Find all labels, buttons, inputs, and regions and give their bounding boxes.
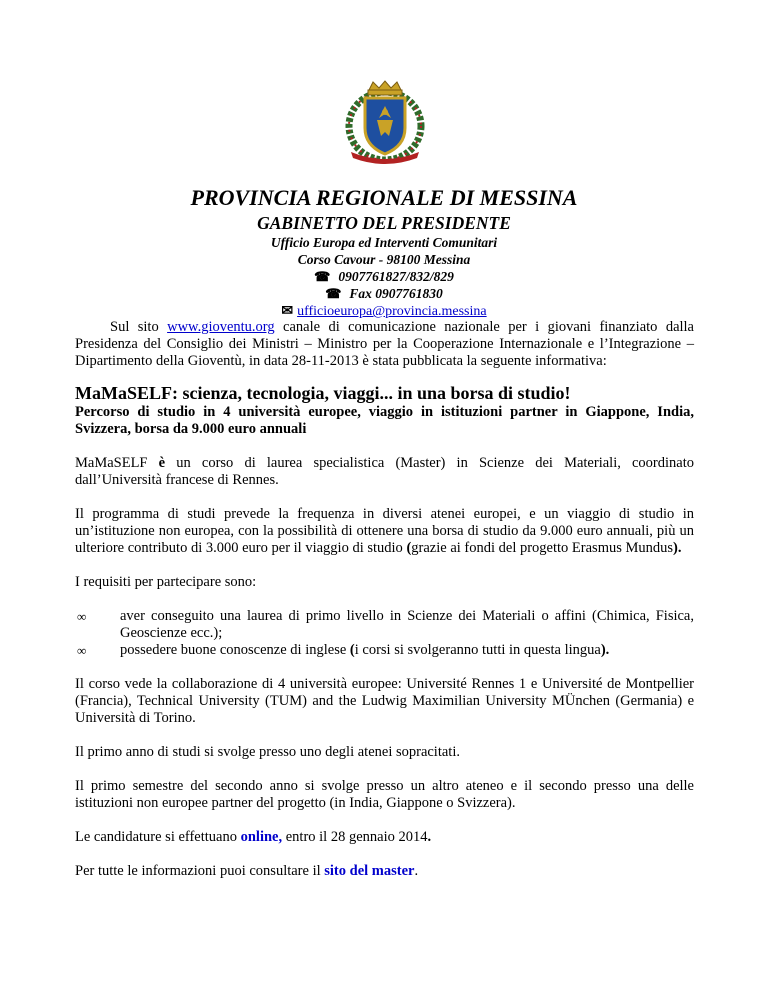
page-title: PROVINCIA REGIONALE DI MESSINA bbox=[190, 185, 578, 210]
article-subheading: Percorso di studio in 4 università europee, viaggio in istituzioni partner in Giappone, India, Svizzera, borsa da 9.000 euro annuali bbox=[75, 404, 694, 437]
paragraph-program bbox=[75, 506, 694, 557]
department-title: GABINETTO DEL PRESIDENTE bbox=[257, 213, 511, 233]
text-run: Le candidature si effettuano bbox=[75, 829, 241, 845]
text-run: aver conseguito una laurea di primo livello in Scienze dei Materiali o affini (Chimica, Fisica, Geoscienze ecc.); bbox=[120, 608, 694, 641]
telephone-icon: ☎ bbox=[314, 269, 331, 284]
text-run: possedere buone conoscenze di inglese bbox=[120, 642, 350, 658]
paragraph-first-year: Il primo anno di studi si svolge presso uno degli atenei sopracitati. bbox=[75, 744, 460, 760]
list-item bbox=[75, 642, 694, 659]
text-run-bold: è bbox=[158, 455, 166, 471]
phone-number: 0907761827/832/829 bbox=[338, 269, 454, 284]
text-run-bold: , bbox=[278, 829, 283, 845]
text-run: Il programma di studi prevede la frequenza in diversi atenei europei, e un viaggio di studio in un’istituzione non europea, con la possibilità di ottenere una borsa di studio da 9.000 euro annuali, più un ulteriore contributo di 3.000 euro per il viaggio di studio bbox=[75, 506, 694, 556]
text-run: grazie ai fondi del progetto Erasmus Mundus bbox=[411, 540, 674, 556]
text-run: un corso di laurea specialistica (Master) in Scienze dei Materiali, coordinato dall’Università francese di Rennes. bbox=[75, 455, 695, 488]
text-run-bold: ). bbox=[673, 540, 682, 556]
envelope-icon: ✉ bbox=[281, 304, 294, 319]
email-link[interactable]: ufficioeuropa@provincia.messina bbox=[297, 304, 487, 319]
coat-of-arms-icon bbox=[343, 80, 427, 164]
list-item bbox=[75, 608, 694, 642]
article-heading: MaMaSELF: scienza, tecnologia, viaggi... in una borsa di studio! bbox=[75, 383, 571, 403]
paragraph-requirements-intro: I requisiti per partecipare sono: bbox=[75, 574, 257, 590]
office-address: Corso Cavour - 98100 Messina bbox=[297, 252, 471, 267]
paragraph-info bbox=[75, 863, 694, 880]
text-run: Per tutte le informazioni puoi consultare il bbox=[75, 863, 325, 879]
text-run: MaMaSELF bbox=[75, 455, 159, 471]
fax-line bbox=[0, 285, 768, 302]
fax-number: Fax 0907761830 bbox=[349, 286, 443, 301]
telephone-icon: ☎ bbox=[325, 286, 342, 301]
requirements-list bbox=[75, 608, 694, 659]
text-run: . bbox=[414, 863, 419, 879]
paragraph-partners: Il corso vede la collaborazione di 4 università europee: Université Rennes 1 e Université de Montpellier (Francia), Technical University (TUM) and the Ludwig Maximilian University MÜnchen (Germania) e Università di Torino. bbox=[75, 676, 694, 726]
intro-paragraph bbox=[75, 319, 694, 370]
letterhead bbox=[0, 184, 768, 320]
online-link[interactable]: online bbox=[240, 829, 279, 845]
paragraph-applications bbox=[75, 829, 694, 846]
intro-text-end: canale di comunicazione nazionale per i giovani finanziato dalla Presidenza del Consiglio dei Ministri – Ministro per la Cooperazione Internazionale e l’Integrazione – Dipartimento della Gioventù, in data 28-11-2013 è stata pubblicata la seguente informativa: bbox=[75, 319, 694, 369]
bullet-icon: ∞ bbox=[77, 609, 87, 624]
text-run-bold: ( bbox=[349, 642, 355, 658]
master-site-link[interactable]: sito del master bbox=[324, 863, 415, 879]
text-run-bold: . bbox=[427, 829, 432, 845]
document-body bbox=[75, 319, 694, 880]
text-run: i corsi si svolgeranno tutti in questa lingua bbox=[354, 642, 601, 658]
text-run: entro il 28 gennaio 2014 bbox=[282, 829, 428, 845]
gioventu-link[interactable]: www.gioventu.org bbox=[167, 319, 275, 335]
paragraph-second-year: Il primo semestre del secondo anno si svolge presso un altro ateneo e il secondo presso una delle istituzioni non europee partner del progetto (in India, Giappone o Svizzera). bbox=[75, 778, 694, 811]
text-run-bold: ). bbox=[600, 642, 610, 658]
bullet-icon: ∞ bbox=[77, 643, 87, 658]
intro-text-start: Sul sito bbox=[110, 319, 168, 335]
email-line bbox=[0, 302, 768, 320]
text-run-bold: ( bbox=[406, 540, 412, 556]
phone-line bbox=[0, 268, 768, 285]
office-name: Ufficio Europa ed Interventi Comunitari bbox=[270, 235, 498, 250]
paragraph-description bbox=[75, 455, 694, 489]
